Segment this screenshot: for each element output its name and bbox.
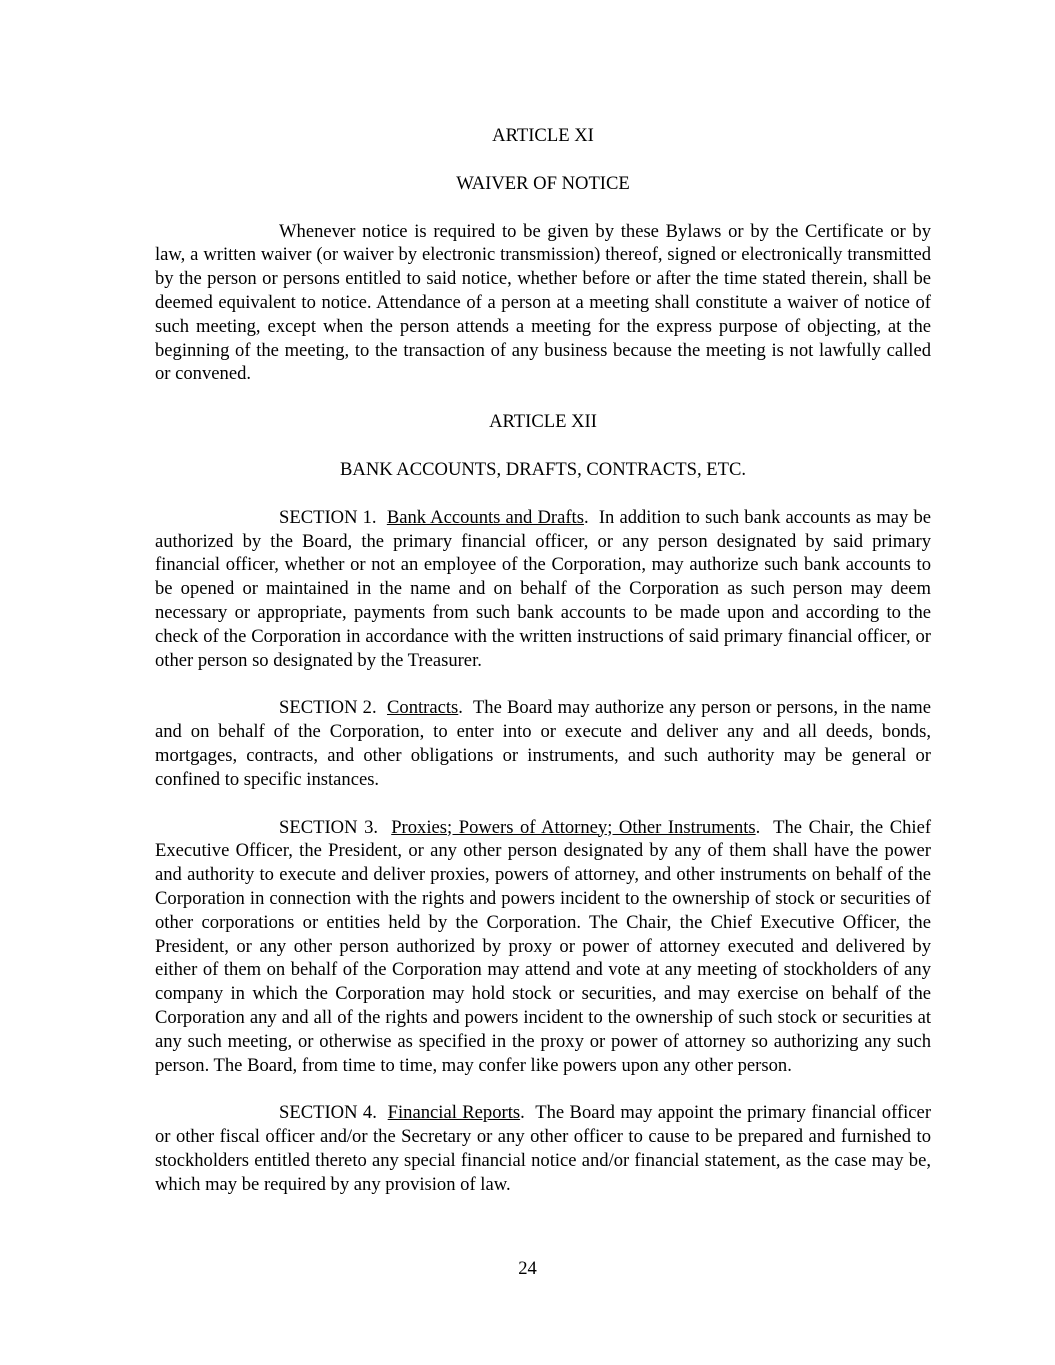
section-2-label: SECTION 2. [279,697,377,719]
section-1-paragraph: SECTION 1. Bank Accounts and Drafts. In addition to such bank accounts as may be authorized by the Board, the primary financial officer, or any person designated by said primary financial officer, whether or not an employee of the Corporation, may authorize such bank accounts to be opened or maintained in the name and on behalf of the Corporation as such person may deem necessary or appropriate, payments from such bank accounts to be made upon and according to the check of the Corporation in accordance with the written instructions of said primary financial officer, or other person so designated by the Treasurer. [155,506,932,671]
section-4-text: The Board may appoint the primary financial officer or other fiscal officer and/or the Secretary or any other officer to cause to be prepared and furnished to stockholders entitled thereto any special financial notice and/or financial statement, as the case may be, which may be required by any provision of law. [155,1102,932,1195]
section-2-text: The Board may authorize any person or persons, in the name and on behalf of the Corporation, to enter into or execute and deliver any and all deeds, bonds, mortgages, contracts, and other obligations or instruments, and such authority may be general or confined to specific instances. [155,697,932,790]
section-2-heading: Contracts [387,697,459,719]
section-1-label: SECTION 1. [279,506,377,528]
section-4-label: SECTION 4. [279,1102,377,1124]
article-xi-title: WAIVER OF NOTICE [456,172,630,194]
document-body [155,124,931,1220]
section-4-paragraph: SECTION 4. Financial Reports. The Board may appoint the primary financial officer or other fiscal officer and/or the Secretary or any other officer to cause to be prepared and furnished to stockholders entitled thereto any special financial notice and/or financial statement, as the case may be, which may be required by any provision of law. [155,1102,932,1195]
article-xi-number: ARTICLE XI [492,125,594,146]
section-3-text: The Chair, the Chief Executive Officer, the President, or any other person designated by any of them shall have the power and authority to execute and deliver proxies, powers of attorney, and other instruments on behalf of the Corporation in connection with the rights and powers incident to the ownership of stock or securities of other corporations or entities held by the Corporation. The Chair, the Chief Executive Officer, the President, or any other person authorized by proxy or power of attorney executed and delivered by either of them on behalf of the Corporation may attend and vote at any meeting of stockholders of any company in which the Corporation may hold stock or securities, and may exercise on behalf of the Corporation any and all of the rights and powers incident to the ownership of such stock or securities at any such meeting, or otherwise as specified in the proxy or power of attorney so authorizing any such person. The Board, from time to time, may confer like powers upon any other person. [155,816,932,1076]
section-1-heading: Bank Accounts and Drafts [386,506,584,528]
section-3-paragraph: SECTION 3. Proxies; Powers of Attorney; Other Instruments. The Chair, the Chief Executive Officer, the President, or any other person designated by any of them shall have the power and authority to execute and deliver proxies, powers of attorney, and other instruments on behalf of the Corporation in connection with the rights and powers incident to the ownership of stock or securities of other corporations or entities held by the Corporation. The Chair, the Chief Executive Officer, the President, or any other person authorized by proxy or power of attorney executed and delivered by either of them on behalf of the Corporation may attend and vote at any meeting of stockholders of any company in which the Corporation may hold stock or securities, and may exercise on behalf of the Corporation any and all of the rights and powers incident to the ownership of such stock or securities at any such meeting, or otherwise as specified in the proxy or power of attorney so authorizing any such person. The Board, from time to time, may confer like powers upon any other person. [155,816,932,1076]
section-3-heading: Proxies; Powers of Attorney; Other Instruments [391,816,756,838]
article-xi-paragraph: Whenever notice is required to be given by these Bylaws or by the Certificate or by law, a written waiver (or waiver by electronic transmission) thereof, signed or electronically transmitted by the person or persons entitled to said notice, whether before or after the time stated therein, shall be deemed equivalent to notice. Attendance of a person at a meeting shall constitute a waiver of notice of such meeting, except when the person attends a meeting for the express purpose of objecting, at the beginning of the meeting, to the transaction of any business because the meeting is not lawfully called or convened. [155,220,931,385]
section-3-label: SECTION 3. [279,816,379,838]
article-xii-number: ARTICLE XII [489,411,597,433]
section-2-paragraph: SECTION 2. Contracts. The Board may authorize any person or persons, in the name and on behalf of the Corporation, to enter into or execute and deliver any and all deeds, bonds, mortgages, contracts, and other obligations or instruments, and such authority may be general or confined to specific instances. [155,697,932,790]
article-xii-title: BANK ACCOUNTS, DRAFTS, CONTRACTS, ETC. [339,458,747,480]
section-4-heading: Financial Reports [387,1102,521,1124]
section-1-text: In addition to such bank accounts as may be authorized by the Board, the primary financial officer, or any person designated by said primary financial officer, whether or not an employee of the Corporation, may authorize such bank accounts to be opened or maintained in the name and on behalf of the Corporation as such person may deem necessary or appropriate, payments from such bank accounts to be made upon and according to the check of the Corporation in accordance with the written instructions of said primary financial officer, or other person so designated by the Treasurer. [155,506,932,671]
page-number: 24 [518,1258,537,1279]
